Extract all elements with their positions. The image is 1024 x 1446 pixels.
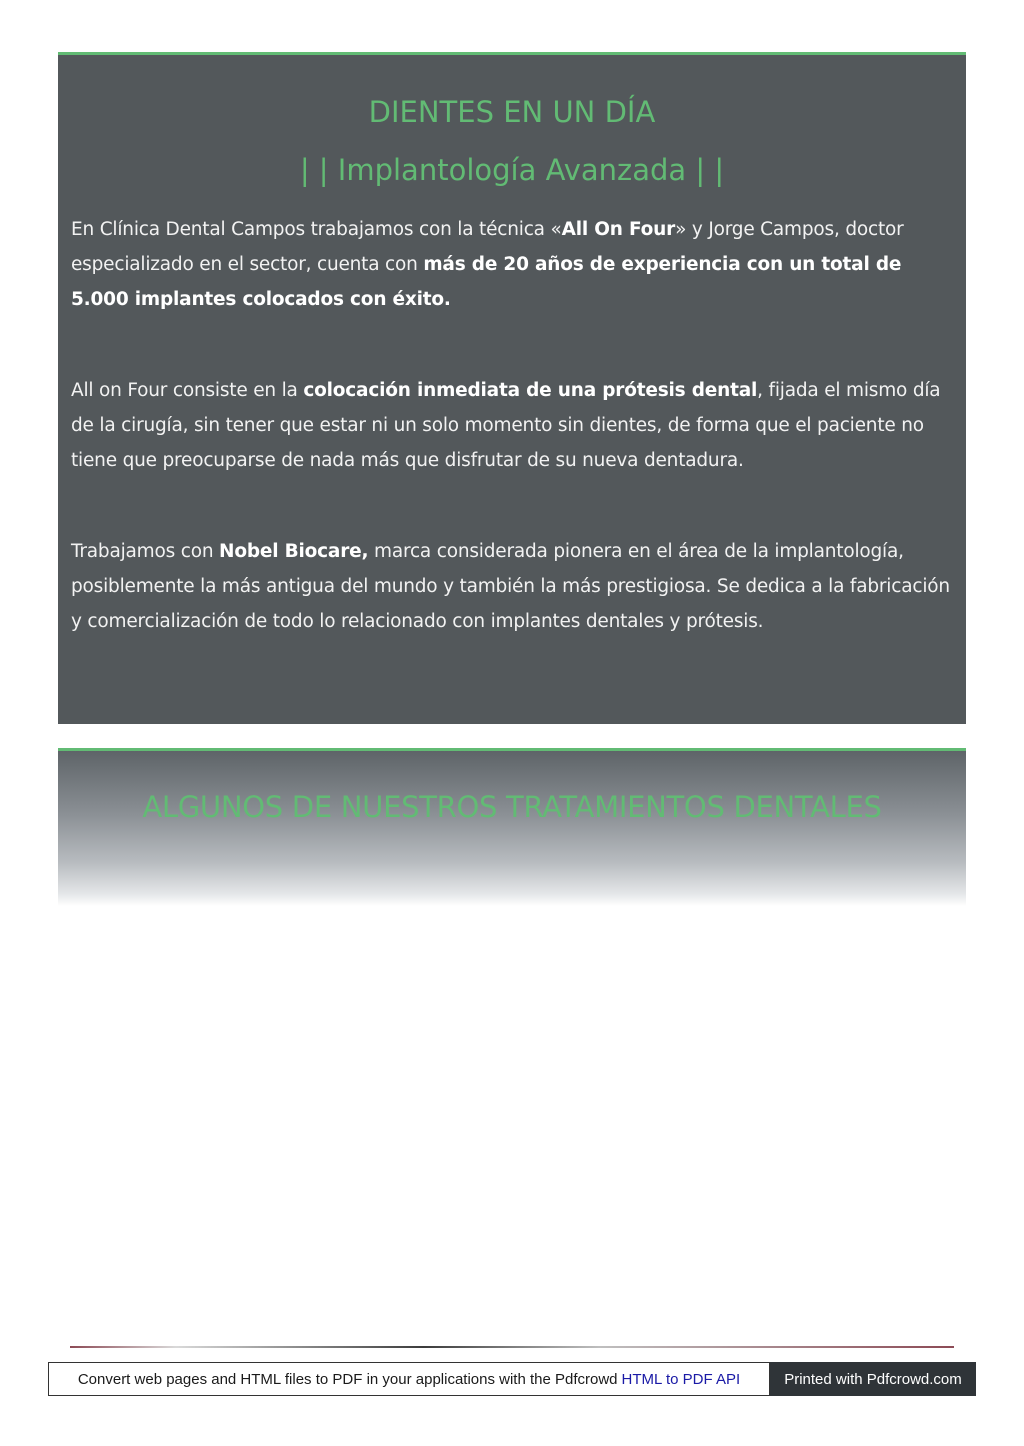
footer-printed-with: Printed with Pdfcrowd.com (770, 1362, 976, 1396)
paragraph-text: All on Four consiste en la (71, 380, 304, 401)
dientes-panel (58, 52, 966, 724)
footer-promo (48, 1362, 770, 1396)
paragraph-text: Trabajamos con (71, 541, 220, 562)
paragraph-bold: colocación inmediata de una prótesis dental (303, 380, 758, 401)
paragraph-text: , fijada el mismo día de la cirugía, sin tener que estar ni un solo momento sin dientes, de forma que el paciente no tiene que preocuparse de nada más que disfrutar de su nueva dentadura. (71, 380, 941, 471)
panel-subtitle: | | Implantología Avanzada | | (299, 153, 725, 187)
treatments-title: ALGUNOS DE NUESTROS TRATAMIENTOS DENTALES (142, 790, 882, 824)
paragraph-nobel-biocare (71, 534, 955, 639)
image-strip-divider (70, 1346, 954, 1348)
paragraph-bold: más de 20 años de experiencia con un total de 5.000 implantes colocados con éxito. (71, 254, 902, 310)
footer-promo-text: Convert web pages and HTML files to PDF in your applications with the Pdfcrowd (77, 1370, 618, 1388)
pdfcrowd-footer (48, 1362, 976, 1396)
treatments-banner (58, 748, 966, 906)
paragraph-text: » y Jorge Campos, doctor especializado en el sector, cuenta con (71, 219, 904, 275)
paragraph-all-on-four-description (71, 373, 955, 478)
paragraph-all-on-four-intro (71, 212, 955, 317)
paragraph-text: En Clínica Dental Campos trabajamos con la técnica « (71, 219, 562, 240)
paragraph-bold: All On Four (561, 219, 676, 240)
paragraph-text: marca considerada pionera en el área de la implantología, posiblemente la más antigua del mundo y también la más prestigiosa. Se dedica a la fabricación y comercialización de todo lo relacionado con implantes dentales y prótesis. (71, 541, 950, 632)
panel-title: DIENTES EN UN DÍA (368, 95, 656, 129)
paragraph-bold: Nobel Biocare, (219, 541, 369, 562)
html-to-pdf-api-link[interactable]: HTML to PDF API (621, 1370, 741, 1388)
